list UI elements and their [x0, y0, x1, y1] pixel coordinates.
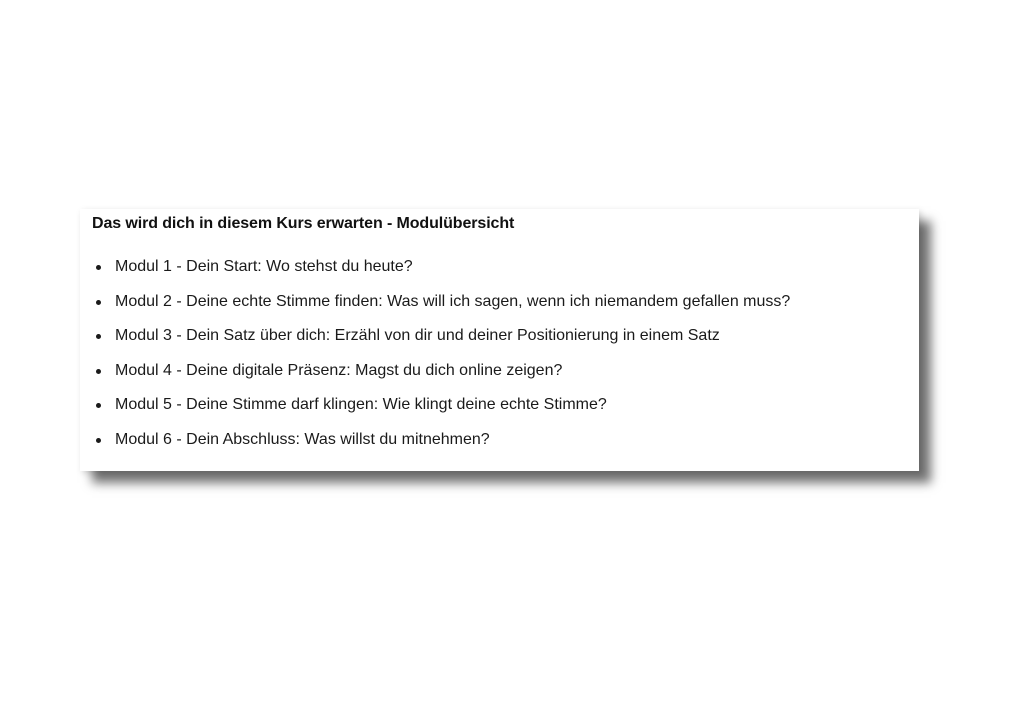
bullet-icon	[96, 369, 101, 374]
section-title: Das wird dich in diesem Kurs erwarten - Modulübersicht	[92, 215, 515, 232]
bullet-icon	[96, 438, 101, 443]
bullet-icon	[96, 334, 101, 339]
module-list	[92, 255, 790, 463]
bullet-icon	[96, 265, 101, 270]
list-item	[92, 359, 790, 394]
module-label: Modul 5 - Deine Stimme darf klingen: Wie klingt deine echte Stimme?	[115, 396, 607, 414]
bullet-icon	[96, 403, 101, 408]
module-label: Modul 3 - Dein Satz über dich: Erzähl von dir und deiner Positionierung in einem Satz	[115, 327, 720, 345]
list-item	[92, 324, 790, 359]
list-item	[92, 393, 790, 428]
module-label: Modul 1 - Dein Start: Wo stehst du heute?	[115, 258, 413, 275]
module-label: Modul 4 - Deine digitale Präsenz: Magst du dich online zeigen?	[115, 361, 563, 379]
list-item	[92, 255, 790, 290]
list-item	[92, 290, 790, 325]
module-overview-card	[80, 209, 919, 471]
bullet-icon	[96, 300, 101, 305]
module-label: Modul 6 - Dein Abschluss: Was willst du mitnehmen?	[115, 430, 490, 448]
list-item	[92, 428, 790, 463]
module-label: Modul 2 - Deine echte Stimme finden: Was will ich sagen, wenn ich niemandem gefallen muss?	[115, 292, 791, 310]
